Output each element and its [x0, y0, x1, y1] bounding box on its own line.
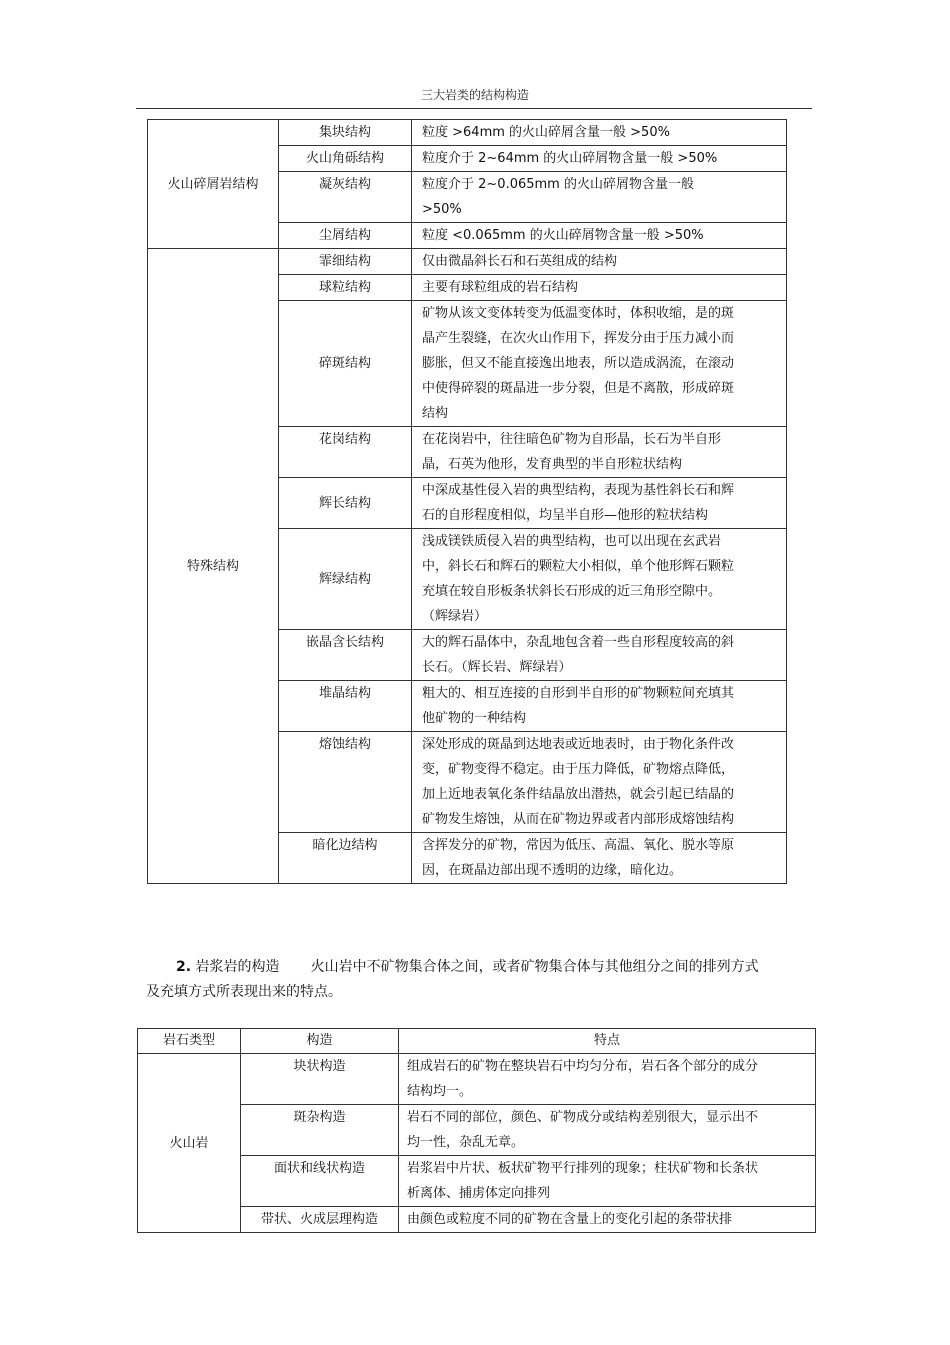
- texture-desc: 粒度介于 2~64mm 的火山碎屑物含量一般 >50%: [412, 146, 787, 172]
- structure-desc: 组成岩石的矿物在整块岩石中均匀分布，岩石各个部分的成分结构均一。: [399, 1054, 816, 1105]
- texture-name: 暗化边结构: [279, 833, 412, 884]
- category-cell: 火山碎屑岩结构: [148, 120, 279, 249]
- table-header-row: [138, 1029, 816, 1054]
- texture-desc: 中深成基性侵入岩的典型结构，表现为基性斜长石和辉石的自形程度相似，均呈半自形—他形的粒状结构: [412, 478, 787, 529]
- texture-desc: 仅由微晶斜长石和石英组成的结构: [412, 249, 787, 275]
- texture-name: 嵌晶含长结构: [279, 630, 412, 681]
- texture-name: 辉绿结构: [279, 529, 412, 630]
- rock-texture-table: [147, 119, 787, 884]
- structure-name: 面状和线状构造: [241, 1156, 399, 1207]
- texture-desc: 粒度 <0.065mm 的火山碎屑物含量一般 >50%: [412, 223, 787, 249]
- texture-desc: 粒度 >64mm 的火山碎屑含量一般 >50%: [412, 120, 787, 146]
- texture-desc: 大的辉石晶体中，杂乱地包含着一些自形程度较高的斜长石。（辉长岩、辉绿岩）: [412, 630, 787, 681]
- structure-name: 块状构造: [241, 1054, 399, 1105]
- table-row: [148, 120, 787, 146]
- texture-name: 球粒结构: [279, 275, 412, 301]
- section-number: 2.: [176, 959, 192, 975]
- texture-name: 花岗结构: [279, 427, 412, 478]
- texture-desc: 主要有球粒组成的岩石结构: [412, 275, 787, 301]
- structure-name: 带状、火成层理构造: [241, 1207, 399, 1233]
- texture-name: 凝灰结构: [279, 172, 412, 223]
- texture-desc: 在花岗岩中，往往暗色矿物为自形晶，长石为半自形晶，石英为他形，发育典型的半自形粒状结构: [412, 427, 787, 478]
- texture-desc: 粒度介于 2~0.065mm 的火山碎屑物含量一般 >50%: [412, 172, 787, 223]
- texture-name: 熔蚀结构: [279, 732, 412, 833]
- texture-name: 霏细结构: [279, 249, 412, 275]
- header-rule: [136, 108, 812, 109]
- category-cell: 特殊结构: [148, 249, 279, 884]
- table-row: [138, 1054, 816, 1105]
- texture-desc: 深处形成的斑晶到达地表或近地表时，由于物化条件改变，矿物变得不稳定。由于压力降低，矿物熔点降低，加上近地表氧化条件结晶放出潜热，就会引起已结晶的矿物发生熔蚀，从而在矿物边界或者内部形成熔蚀结构: [412, 732, 787, 833]
- section-heading: 岩浆岩的构造: [195, 959, 280, 975]
- texture-name: 集块结构: [279, 120, 412, 146]
- structure-desc: 由颜色或粒度不同的矿物在含量上的变化引起的条带状排: [399, 1207, 816, 1233]
- column-header-structure: 构造: [241, 1029, 399, 1054]
- texture-name: 辉长结构: [279, 478, 412, 529]
- page-header: 三大岩类的结构构造: [420, 88, 529, 102]
- texture-desc: 浅成镁铁质侵入岩的典型结构，也可以出现在玄武岩中，斜长石和辉石的颗粒大小相似，单个他形辉石颗粒充填在较自形板条状斜长石形成的近三角形空隙中。（辉绿岩）: [412, 529, 787, 630]
- category-cell: 火山岩: [138, 1054, 241, 1233]
- section-2-paragraph: [146, 955, 766, 1005]
- structure-name: 斑杂构造: [241, 1105, 399, 1156]
- column-header-rock-type: 岩石类型: [138, 1029, 241, 1054]
- texture-name: 火山角砾结构: [279, 146, 412, 172]
- texture-name: 碎斑结构: [279, 301, 412, 427]
- section-body: 火山岩中不矿物集合体之间，或者矿物集合体与其他组分之间的排列方式及充填方式所表现出来的特点。: [146, 959, 759, 1000]
- texture-name: 尘屑结构: [279, 223, 412, 249]
- structure-desc: 岩浆岩中片状、板状矿物平行排列的现象；柱状矿物和长条状析离体、捕虏体定向排列: [399, 1156, 816, 1207]
- rock-structure-table: [137, 1028, 816, 1233]
- texture-name: 堆晶结构: [279, 681, 412, 732]
- texture-desc: 矿物从该文变体转变为低温变体时，体积收缩，是的斑晶产生裂缝，在次火山作用下，挥发分由于压力减小而膨胀，但又不能直接逸出地表，所以造成涡流，在滚动中使得碎裂的斑晶进一步分裂，但是不离散，形成碎斑结构: [412, 301, 787, 427]
- texture-desc: 含挥发分的矿物，常因为低压、高温、氧化、脱水等原因，在斑晶边部出现不透明的边缘，暗化边。: [412, 833, 787, 884]
- texture-desc: 粗大的、相互连接的自形到半自形的矿物颗粒间充填其他矿物的一种结构: [412, 681, 787, 732]
- table-row: [148, 249, 787, 275]
- structure-desc: 岩石不同的部位，颜色、矿物成分或结构差别很大，显示出不均一性，杂乱无章。: [399, 1105, 816, 1156]
- column-header-features: 特点: [399, 1029, 816, 1054]
